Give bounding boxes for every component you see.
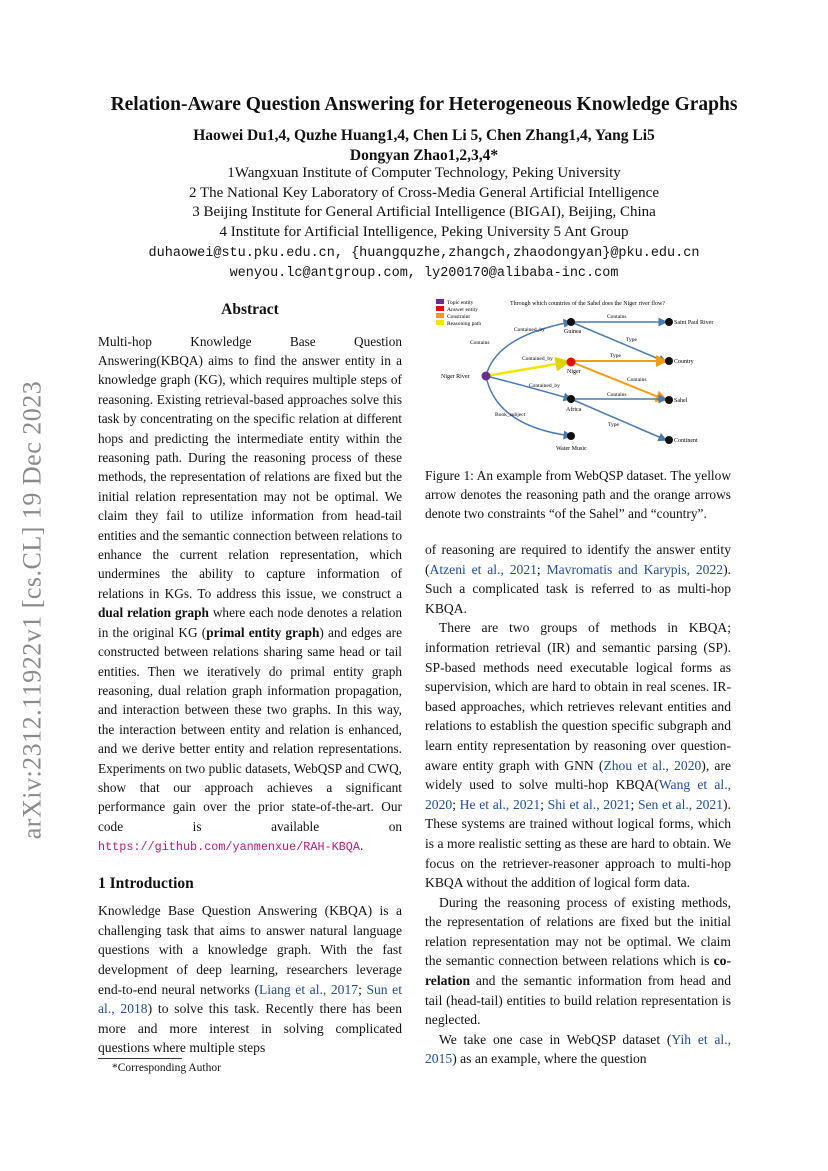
authors-line-1: Haowei Du1,4, Quzhe Huang1,4, Chen Li 5, Chen Zhang1,4, Yang Li5 <box>193 127 655 144</box>
paragraph-4 <box>425 1030 731 1069</box>
right-column <box>425 540 731 1069</box>
node-water-music <box>567 432 575 440</box>
intro-text-1: Knowledge Base Question Answering (KBQA) is a challenging task that aims to answer natural language questions with a knowledge graph. With the fast development of deep learning, researchers leverage end-to-end neural networks ( <box>98 903 402 997</box>
arxiv-stamp-text: arXiv:2312.11922v1 [cs.CL] 19 Dec 2023 <box>17 380 47 840</box>
legend-topic: Topic entity <box>447 300 474 306</box>
abstract-bold-1: dual relation graph <box>98 605 209 621</box>
intro-heading: 1 Introduction <box>98 874 194 892</box>
citation-link[interactable]: Sen et al., 2021 <box>637 796 724 812</box>
text: We take one case in WebQSP dataset ( <box>439 1031 672 1047</box>
node-label: Sahel <box>674 398 688 404</box>
abstract-body <box>98 332 402 858</box>
node-saint-paul-river <box>665 318 673 326</box>
edge-label: Type <box>610 353 621 359</box>
node-label: Country <box>674 359 694 365</box>
text: ). Such a complicated task is referred to as multi-hop KBQA. <box>425 561 731 616</box>
legend-constraint: Constraint <box>447 314 470 320</box>
abstract-text-4: . <box>359 838 364 854</box>
citation-link[interactable]: Mavromatis and Karypis, 2022 <box>546 561 724 577</box>
separator: ; <box>536 561 547 577</box>
edge-label: Contained_by <box>514 327 545 333</box>
separator: ; <box>630 796 638 812</box>
abstract-heading: Abstract <box>221 301 279 318</box>
text: ) as an example, where the question <box>452 1051 647 1067</box>
text: and the semantic information from head and tail (head-tail) entities to build relation representation is neglected. <box>425 973 731 1028</box>
node-niger-river <box>482 372 491 381</box>
footnote-rule <box>98 1058 182 1059</box>
bold-term: co-relation <box>425 953 731 989</box>
arxiv-stamp <box>8 360 56 860</box>
text: There are two groups of methods in KBQA; information retrieval (IR) and semantic parsing (SP). SP-based methods need executable logical forms as supervision, which are hard to obtain in real scenes. IR-based approaches, which retrieves relevant entities and relations to establish the question specific subgraph and learn entity representation by reasoning over question-aware entity graph with GNN ( <box>425 620 731 773</box>
edge-label: Contains <box>607 392 627 398</box>
edge-label: Contained_by <box>529 383 560 389</box>
abstract-text-2: where each node denotes a relation in the original KG ( <box>98 605 403 640</box>
intro-paragraph <box>98 901 402 1058</box>
email-line-2: wenyou.lc@antgroup.com, ly200170@alibaba-inc.com <box>229 265 619 281</box>
paragraph-2 <box>425 618 731 892</box>
email-line-1: duhaowei@stu.pku.edu.cn, {huangquzhe,zhangch,zhaodongyan}@pku.edu.cn <box>148 246 700 261</box>
edge-label: Contained_by <box>522 356 553 362</box>
abstract-text-3: ) and edges are constructed between relations sharing same head or tail entities. Then we iteratively do primal entity graph reasoning, dual relation graph information propagation, and interaction between these two graphs. In this way, the interaction between entity and relation is enhanced, and we derive better entity and relation representations. Experiments on two public datasets, WebQSP and CWQ, show that our approach achieves a significant performance gain over the prior state-of-the-art. Our code is available on <box>98 624 402 834</box>
edge-type-continent <box>571 399 666 440</box>
node-label: Continent <box>674 438 698 444</box>
figure-question: Through which countries of the Sahel does the Niger river flow? <box>510 301 665 307</box>
paragraph-1 <box>425 540 731 618</box>
legend-topic-swatch <box>436 299 444 304</box>
legend-constraint-swatch <box>436 313 444 318</box>
edge-label: Contains <box>607 314 627 320</box>
node-label: Niger River <box>441 374 470 380</box>
citation-link[interactable]: He et al., 2021 <box>459 796 541 812</box>
kg-diagram <box>436 296 736 456</box>
code-link[interactable]: https://github.com/yanmenxue/RAH-KBQA <box>98 840 360 855</box>
node-niger <box>567 358 576 367</box>
citation-link[interactable]: Liang et al., 2017 <box>258 981 359 997</box>
authors-line-2: Dongyan Zhao1,2,3,4* <box>349 147 499 164</box>
edge-label: Type <box>608 422 619 428</box>
node-country <box>665 357 673 365</box>
edge-label: Book_subject <box>495 412 526 418</box>
citation-link[interactable]: Sun et al., 2018 <box>98 981 402 1017</box>
legend-answer: Answer entity <box>447 307 479 313</box>
legend-path: Reasoning path <box>447 321 482 327</box>
text: ), are widely used to solve multi-hop KBQA( <box>425 757 732 793</box>
text: of reasoning are required to identify the answer entity ( <box>425 542 731 577</box>
node-label: Africa <box>566 407 582 413</box>
edge-label: Type <box>626 337 637 343</box>
edge-reasoning-path <box>486 362 568 376</box>
separator: ; <box>540 796 548 812</box>
figure-caption: Figure 1: An example from WebQSP dataset. The yellow arrow denotes the reasoning path and the orange arrows denote two constraints “of the Sahel” and “country”. <box>425 468 731 521</box>
citation-link[interactable]: Atzeni et al., 2021 <box>429 561 537 577</box>
node-africa <box>567 395 575 403</box>
affiliations <box>60 164 788 242</box>
node-continent <box>665 436 673 444</box>
affiliation-3: 3 Beijing Institute for General Artificial Intelligence (BIGAI), Beijing, China <box>192 204 656 220</box>
authors <box>60 126 788 166</box>
affiliation-2: 2 The National Key Laboratory of Cross-Media General Artificial Intelligence <box>189 184 659 201</box>
node-sahel <box>665 396 673 404</box>
legend-answer-swatch <box>436 306 444 311</box>
separator: ; <box>358 981 367 997</box>
edge-label: Contains <box>627 377 647 383</box>
text: ). These systems are trained without logical forms, which is a more realistic setting as these are hard to obtain. We focus on the retriever-reasoner approach to multi-hop KBQA without the addition of logical form data. <box>425 796 731 891</box>
legend-path-swatch <box>436 320 444 325</box>
affiliation-1: 1Wangxuan Institute of Computer Technology, Peking University <box>227 165 621 181</box>
abstract-bold-2: primal entity graph <box>206 624 320 640</box>
citation-link[interactable]: Wang et al., 2020 <box>425 777 731 812</box>
citation-link[interactable]: Yih et al., 2015 <box>425 1031 731 1067</box>
citation-link[interactable]: Zhou et al., 2020 <box>603 757 702 773</box>
footnote: *Corresponding Author <box>112 1062 221 1074</box>
node-label: Saint Paul River <box>674 320 714 326</box>
figure-1 <box>436 296 736 456</box>
emails <box>60 244 788 283</box>
paper-title: Relation-Aware Question Answering for Heterogeneous Knowledge Graphs <box>110 94 738 115</box>
text: During the reasoning process of existing methods, the representation of relations are fixed but the initial relation representation may not be optimal. We claim the semantic connection between relations which is <box>425 894 731 969</box>
edge-label: Contains <box>470 340 490 346</box>
left-column <box>98 300 402 1058</box>
affiliation-4: 4 Institute for Artificial Intelligence, Peking University 5 Ant Group <box>219 223 629 240</box>
node-label: Water Music <box>556 446 587 452</box>
node-guinea <box>567 318 575 326</box>
abstract-text-1: Multi-hop Knowledge Base Question Answering(KBQA) aims to find the answer entity in a knowledge graph (KG), which requires multiple steps of reasoning. Existing retrieval-based approaches solve this task by concentrating on the specific relation at different hops and predicting the intermediate entity within the reasoning path. During the reasoning process of these methods, the representation of relations are fixed but the initial relation representation may not be optimal. We claim they fail to utilize information from head-tail entities and the semantic connection between relations to enhance the current relation representation, which undermines the ability to capture information of relations in KGs. To address this issue, we construct a <box>98 333 402 601</box>
citation-link[interactable]: Shi et al., 2021 <box>547 796 631 812</box>
paragraph-3 <box>425 893 731 1030</box>
intro-text-2: ) to solve this task. Recently there has been more and more interest in solving complicated questions where multiple steps <box>98 1001 403 1056</box>
separator: ; <box>452 796 460 812</box>
node-label: Guinea <box>564 329 582 335</box>
node-label: Niger <box>567 369 581 375</box>
